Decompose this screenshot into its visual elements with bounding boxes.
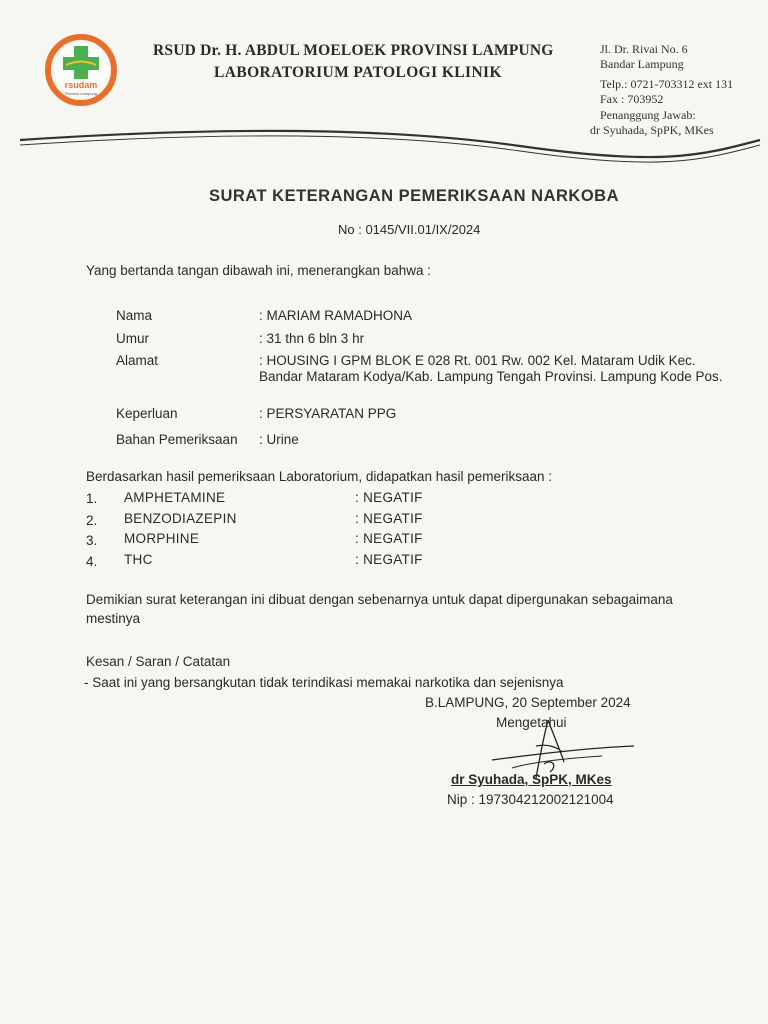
hospital-name: RSUD Dr. H. ABDUL MOELOEK PROVINSI LAMPUNG bbox=[153, 42, 554, 59]
lab-name: LABORATORIUM PATOLOGI KLINIK bbox=[214, 64, 502, 81]
result-value: : NEGATIF bbox=[355, 531, 423, 546]
patient-label-address: Alamat bbox=[116, 353, 159, 368]
patient-label-purpose: Keperluan bbox=[116, 406, 178, 421]
logo-subtext: Provinsi Lampung bbox=[64, 91, 98, 96]
result-number: 4. bbox=[86, 554, 98, 569]
results-intro: Berdasarkan hasil pemeriksaan Laboratorium, didapatkan hasil pemeriksaan : bbox=[86, 469, 553, 484]
result-test-name: THC bbox=[124, 552, 153, 567]
result-test-name: AMPHETAMINE bbox=[124, 490, 226, 505]
patient-value-age: : 31 thn 6 bln 3 hr bbox=[259, 331, 365, 346]
document-title: SURAT KETERANGAN PEMERIKSAAN NARKOBA bbox=[208, 187, 620, 205]
patient-label-sample: Bahan Pemeriksaan bbox=[116, 432, 238, 447]
intro-text: Yang bertanda tangan dibawah ini, menerangkan bahwa : bbox=[86, 263, 432, 278]
result-number: 3. bbox=[86, 533, 98, 548]
result-value: : NEGATIF bbox=[355, 511, 423, 526]
phone-number: Telp.: 0721-703312 ext 131 bbox=[600, 77, 734, 91]
result-value: : NEGATIF bbox=[355, 490, 423, 505]
logo-text: rsudam bbox=[64, 80, 98, 90]
address-street: Jl. Dr. Rivai No. 6 bbox=[600, 42, 688, 56]
acknowledged-label: Mengetahui bbox=[496, 715, 567, 730]
result-number: 2. bbox=[86, 513, 98, 528]
result-number: 1. bbox=[86, 491, 98, 506]
signer-nip: Nip : 197304212002121004 bbox=[447, 792, 614, 807]
patient-value-purpose: : PERSYARATAN PPG bbox=[259, 406, 397, 421]
document-number: No : 0145/VII.01/IX/2024 bbox=[338, 222, 481, 237]
hospital-logo bbox=[42, 32, 120, 108]
result-value: : NEGATIF bbox=[355, 552, 423, 567]
patient-label-age: Umur bbox=[116, 331, 149, 346]
closing-statement: Demikian surat keterangan ini dibuat dengan sebenarnya untuk dapat dipergunakan sebagaimana mestinya bbox=[86, 592, 673, 626]
signer-name: dr Syuhada, SpPK, MKes bbox=[451, 772, 612, 787]
patient-label-name: Nama bbox=[116, 308, 153, 323]
result-test-name: BENZODIAZEPIN bbox=[124, 511, 237, 526]
patient-value-name: : MARIAM RAMADHONA bbox=[259, 308, 413, 323]
fax-number: Fax : 703952 bbox=[600, 92, 664, 106]
notes-text: - Saat ini yang bersangkutan tidak terindikasi memakai narkotika dan sejenisnya bbox=[84, 675, 564, 690]
notes-heading: Kesan / Saran / Catatan bbox=[86, 654, 231, 669]
responsible-name: dr Syuhada, SpPK, MKes bbox=[590, 123, 714, 137]
header-divider bbox=[0, 118, 768, 178]
patient-value-address: : HOUSING I GPM BLOK E 028 Rt. 001 Rw. 002 Kel. Mataram Udik Kec. Bandar Mataram Kodya/Kab. Lampung Tengah Provinsi. Lampung Kode Pos. bbox=[259, 353, 723, 384]
address-city: Bandar Lampung bbox=[600, 57, 684, 71]
result-test-name: MORPHINE bbox=[124, 531, 200, 546]
responsible-label: Penanggung Jawab: bbox=[600, 108, 696, 122]
place-date: B.LAMPUNG, 20 September 2024 bbox=[425, 695, 631, 710]
patient-value-sample: : Urine bbox=[259, 432, 299, 447]
